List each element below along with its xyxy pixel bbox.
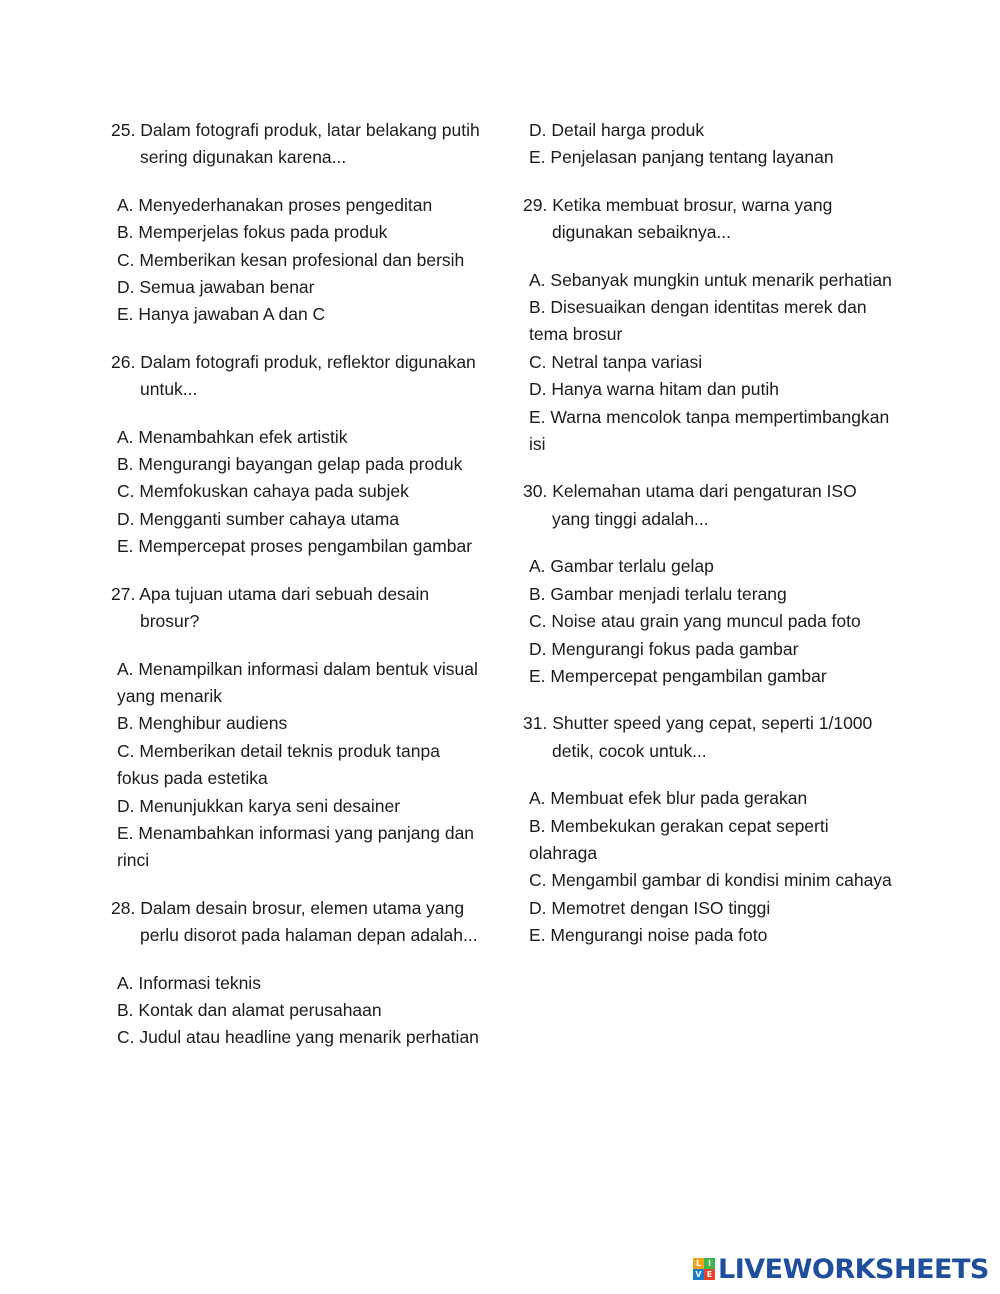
option-30-c[interactable]: C. Noise atau grain yang muncul pada foto	[529, 611, 861, 632]
logo-letter-v: V	[693, 1269, 704, 1280]
option-31-e[interactable]: E. Mengurangi noise pada foto	[529, 925, 768, 946]
option-25-b[interactable]: B. Memperjelas fokus pada produk	[117, 222, 388, 243]
option-31-c[interactable]: C. Mengambil gambar di kondisi minim cahaya	[529, 870, 892, 891]
option-29-b[interactable]: B. Disesuaikan dengan identitas merek dan tema brosur	[529, 297, 867, 345]
option-28-e[interactable]: E. Penjelasan panjang tentang layanan	[529, 147, 834, 168]
option-29-e[interactable]: E. Warna mencolok tanpa mempertimbangkan isi	[529, 406, 890, 455]
options-31	[529, 785, 898, 949]
option-25-d[interactable]: D. Semua jawaban benar	[117, 277, 315, 298]
option-27-e[interactable]: E. Menambahkan informasi yang panjang dan rinci	[117, 822, 475, 871]
option-26-e[interactable]: E. Mempercepat proses pengambilan gambar	[117, 536, 473, 557]
option-26-a[interactable]: A. Menambahkan efek artistik	[117, 426, 348, 447]
options-30	[529, 553, 898, 690]
logo-letter-i: I	[704, 1258, 715, 1269]
option-26-d[interactable]: D. Mengganti sumber cahaya utama	[117, 508, 400, 529]
right-column	[523, 117, 898, 970]
liveworksheets-logo[interactable]	[693, 1253, 989, 1285]
option-25-a[interactable]: A. Menyederhanakan proses pengeditan	[117, 194, 433, 215]
liveworksheets-logo-icon	[693, 1258, 715, 1280]
option-30-a[interactable]: A. Gambar terlalu gelap	[529, 556, 714, 577]
option-29-a[interactable]: A. Sebanyak mungkin untuk menarik perhatian	[529, 269, 892, 290]
option-26-b[interactable]: B. Mengurangi bayangan gelap pada produk	[117, 454, 463, 475]
option-27-c[interactable]: C. Memberikan detail teknis produk tanpa fokus pada estetika	[117, 740, 440, 789]
logo-letter-l: L	[693, 1258, 704, 1269]
option-29-d[interactable]: D. Hanya warna hitam dan putih	[529, 379, 779, 400]
options-28-continued	[529, 117, 898, 172]
left-column	[111, 117, 481, 1072]
option-27-d[interactable]: D. Menunjukkan karya seni desainer	[117, 795, 401, 816]
option-27-b[interactable]: B. Menghibur audiens	[117, 713, 288, 734]
option-28-c[interactable]: C. Judul atau headline yang menarik perhatian	[117, 1027, 479, 1048]
question-25: 25. Dalam fotografi produk, latar belakang putih sering digunakan karena...	[111, 120, 480, 168]
option-26-c[interactable]: C. Memfokuskan cahaya pada subjek	[117, 481, 409, 502]
option-27-a[interactable]: A. Menampilkan informasi dalam bentuk visual yang menarik	[117, 658, 478, 706]
options-28	[117, 970, 481, 1052]
question-30: 30. Kelemahan utama dari pengaturan ISO yang tinggi adalah...	[523, 481, 857, 529]
question-26: 26. Dalam fotografi produk, reflektor digunakan untuk...	[111, 351, 476, 400]
question-31: 31. Shutter speed yang cepat, seperti 1/1000 detik, cocok untuk...	[523, 713, 873, 761]
option-30-d[interactable]: D. Mengurangi fokus pada gambar	[529, 638, 799, 659]
option-31-d[interactable]: D. Memotret dengan ISO tinggi	[529, 897, 771, 918]
options-29	[529, 267, 898, 459]
options-26	[117, 424, 481, 561]
option-28-a[interactable]: A. Informasi teknis	[117, 972, 261, 993]
option-28-d[interactable]: D. Detail harga produk	[529, 120, 705, 140]
question-29: 29. Ketika membuat brosur, warna yang digunakan sebaiknya...	[523, 194, 833, 243]
logo-letter-e: E	[704, 1269, 715, 1280]
question-28: 28. Dalam desain brosur, elemen utama yang perlu disorot pada halaman depan adalah...	[111, 897, 478, 946]
option-28-b[interactable]: B. Kontak dan alamat perusahaan	[117, 999, 382, 1020]
options-27	[117, 656, 481, 875]
option-31-a[interactable]: A. Membuat efek blur pada gerakan	[529, 788, 808, 809]
question-27: 27. Apa tujuan utama dari sebuah desain brosur?	[111, 583, 430, 632]
option-30-e[interactable]: E. Mempercepat pengambilan gambar	[529, 665, 827, 686]
option-29-c[interactable]: C. Netral tanpa variasi	[529, 351, 703, 372]
option-25-c[interactable]: C. Memberikan kesan profesional dan bersih	[117, 249, 465, 270]
options-25	[117, 192, 481, 329]
option-25-e[interactable]: E. Hanya jawaban A dan C	[117, 304, 326, 325]
logo-wordmark: LIVEWORKSHEETS	[718, 1253, 989, 1285]
option-30-b[interactable]: B. Gambar menjadi terlalu terang	[529, 583, 787, 604]
option-31-b[interactable]: B. Membekukan gerakan cepat seperti olahraga	[529, 815, 829, 863]
